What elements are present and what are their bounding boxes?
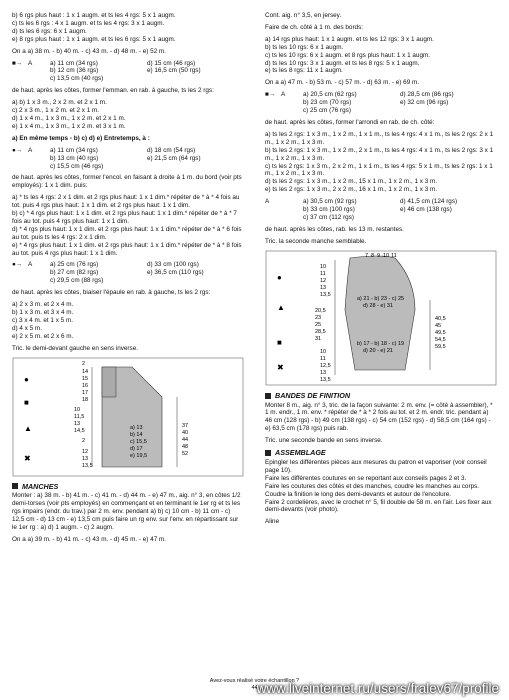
text-line: d) ts les 2 rgs: 1 x 3 m., 1 x 2 m., 15 x 1 m., 1 x 2 m., 1 x 3 m. bbox=[265, 178, 438, 186]
dim-label: 13,5 bbox=[82, 462, 93, 469]
size-cell: a) 11 cm (34 rgs) bbox=[50, 146, 98, 154]
dim-label: 13,5 bbox=[320, 376, 331, 383]
dim-label: 10 bbox=[74, 406, 81, 413]
legend-marker: ▲ bbox=[24, 423, 32, 433]
text-line: c) 3 x 4 m. et 1 x 5 m. bbox=[12, 316, 73, 324]
arrondi-list bbox=[265, 131, 497, 194]
assemblage-list bbox=[265, 459, 497, 514]
on-a-line: On a a) 47 m. - b) 53 m. - c) 57 m. - d) 63 m. - e) 69 m. bbox=[265, 79, 420, 87]
legend-marker: ● bbox=[24, 374, 29, 384]
size-cell: b) 33 cm (100 rgs) bbox=[303, 206, 355, 214]
legend-marker: ● bbox=[277, 272, 282, 282]
size-cell: e) 21,5 cm (64 rgs) bbox=[147, 154, 201, 162]
square-bullet-icon bbox=[265, 393, 271, 399]
text-line: b) 6 rgs plus haut : 1 x 1 augm. et ts les 4 rgs: 5 x 1 augm. bbox=[12, 12, 176, 19]
dim-label: 45 bbox=[435, 322, 442, 329]
size-marker: ●→ bbox=[12, 146, 23, 154]
dim-label: 49,5 bbox=[435, 329, 446, 336]
text-line: a) * ts les 4 rgs: 2 x 1 dim. et 2 rgs plus haut: 1 x 1 dim.* répéter de * à * 4 fois au tot. puis 4 rgs plus haut: 1 x 1 dim. et 2 rgs plus haut: 1 x 1 dim. bbox=[12, 194, 240, 210]
paragraph: Monter 8 m., aig. n° 3, tric. de la façon suivante: 2 m. env. (= côté à assembler), * 1 m. endr., 1 m. env. * répéter de * à * 2 fois au tot. et 2 m. endr. tric. pendant a) 46 cm (128 rgs) - b) 49 cm (138 rgs) - c) 54 cm (152 rgs) - d) 58,5 cm (164 rgs) - e) 63,5 cm (178 rgs) puis rab. bbox=[265, 401, 493, 433]
signature: Aline bbox=[265, 518, 280, 526]
dim-label: 12 bbox=[320, 277, 327, 284]
dim-label: 10 bbox=[383, 252, 390, 259]
text-line: c) ts les 2 rgs: 1 x 3 m., 2 x 2 m., 1 x 1 m., ts les 4 rgs: 5 x 1 m., ts les 2 rgs: 1 x 1 m., 1 x 2 m., 1 x 3 m. bbox=[265, 162, 493, 178]
dim-label: 15 bbox=[82, 375, 89, 382]
size-cell: b) 27 cm (82 rgs) bbox=[50, 269, 99, 277]
size-cell: e) 46 cm (138 rgs) bbox=[400, 206, 452, 214]
text-line: b) 1 x 3 m. et 3 x 4 m. bbox=[12, 309, 74, 316]
dim-label: 7 bbox=[365, 252, 369, 259]
section-title: MANCHES bbox=[22, 481, 59, 491]
text-line: d) ts les 6 rgs: 6 x 1 augm. bbox=[12, 27, 87, 35]
dim-label: d) 28 - e) 31 bbox=[363, 302, 393, 309]
dim-label: 2 bbox=[82, 360, 86, 367]
size-marker: ●→ bbox=[12, 261, 23, 269]
text-line: a) 2 x 3 m. et 2 x 4 m. bbox=[12, 301, 74, 309]
footer-line: Avez-vous réalisé votre échantillon ? bbox=[209, 678, 300, 684]
diagram-caption: Tric. le demi-devant gauche en sens inverse. bbox=[12, 344, 138, 352]
size-cell: e) 32 cm (96 rgs) bbox=[400, 99, 449, 107]
paragraph: de haut. après les côtes, former l'emman. en rab. à gauche, ts les 2 rgs: bbox=[12, 87, 214, 95]
dim-label: b) 14 bbox=[130, 431, 143, 438]
section-header-manches bbox=[12, 483, 244, 491]
dim-label: 2 bbox=[82, 437, 86, 444]
dim-label: 11 bbox=[391, 252, 397, 259]
dim-label: 8 bbox=[371, 252, 375, 259]
paragraph: de haut. après les côtes, former l'encol. en faisant à droite à 1 m. du bord (voir pts employés): 1 x 1 dim. puis: bbox=[12, 174, 242, 190]
paragraph: Faire les différentes coutures en se reportant aux conseils pages 2 et 3. bbox=[265, 474, 467, 482]
size-cell: a) 20,5 cm (62 rgs) bbox=[303, 91, 357, 99]
dim-label: c) 15,5 bbox=[130, 438, 147, 445]
dim-label: 13,5 bbox=[320, 291, 331, 298]
size-cell: A bbox=[281, 91, 286, 99]
dim-label: 14,5 bbox=[74, 427, 85, 434]
legend-marker: ■ bbox=[277, 337, 282, 347]
dim-label: 10 bbox=[320, 348, 327, 355]
dim-label: 25 bbox=[315, 321, 322, 328]
dim-label: 59,5 bbox=[435, 343, 446, 350]
size-cell: c) 13,5 cm (40 rgs) bbox=[50, 75, 104, 83]
sizes-table bbox=[12, 147, 244, 171]
right-column bbox=[265, 12, 497, 530]
size-cell: b) 23 cm (70 rgs) bbox=[303, 99, 352, 107]
sizes-table bbox=[12, 261, 244, 285]
dim-label: 23 bbox=[315, 314, 322, 321]
dim-label: 13 bbox=[82, 455, 89, 462]
dim-label: 14 bbox=[82, 368, 89, 375]
size-cell: A bbox=[28, 146, 33, 154]
front-piece-diagram bbox=[12, 357, 244, 477]
text-line: a) ts les 2 rgs: 1 x 3 m., 1 x 2 m., 1 x 1 m., ts les 4 rgs: 4 x 1 m., ts les 2 rgs: 2 x 1 m., 1 x 2 m., 1 x 3 m. bbox=[265, 130, 494, 146]
page-number: 44 bbox=[251, 685, 258, 691]
legend-marker: ✖ bbox=[24, 453, 31, 463]
dim-label: b) 17 - b) 18 - c) 19 bbox=[357, 340, 405, 347]
text-line: b) ts les 10 rgs: 6 x 1 augm. bbox=[265, 43, 344, 51]
section-title: ASSEMBLAGE bbox=[275, 448, 326, 458]
legend-marker: ■ bbox=[24, 397, 29, 407]
dim-label: 13 bbox=[320, 369, 327, 376]
paragraph: Faire les coutures des côtés et des manches, coudre les manches au corps. bbox=[265, 482, 480, 490]
text-line: c) 2 x 3 m., 1 x 2 m. et 2 x 1 m. bbox=[12, 107, 100, 115]
paragraph: Tric. une seconde bande en sens inverse. bbox=[265, 437, 383, 445]
text-line: d) ts les 10 rgs: 3 x 1 augm. et ts les 8 rgs: 5 x 1 augm. bbox=[265, 59, 420, 67]
section-header-bandes bbox=[265, 392, 497, 400]
size-cell: a) 25 cm (76 rgs) bbox=[50, 261, 99, 269]
dim-label: 31 bbox=[315, 335, 322, 342]
size-cell: c) 37 cm (112 rgs) bbox=[303, 213, 354, 221]
sizes-table bbox=[265, 198, 497, 222]
dim-label: 20,5 bbox=[315, 307, 326, 314]
sizes-table bbox=[265, 91, 497, 115]
paragraph: Monter : a) 38 m. - b) 41 m. - c) 41 m. - d) 44 m. - e) 47 m., aig. n° 3, en côtes 1/2 demi-torses (voir pts employés) en commençant et en terminant le 1er rg et ts les rgs impairs (endr. du trav.) par 2 m. env. pendant a) b) c) 10 cm - b) 11 cm - c) 12,5 cm - d) 13 cm - e) 13,5 cm puis faire un rg env. sur l'env. en répartissant sur le 1er rg : a) d) 1 augm. - c) 2 augm. bbox=[12, 492, 241, 532]
diagram-caption: Tric. la seconde manche semblable. bbox=[265, 237, 367, 245]
dim-label: 40 bbox=[182, 429, 189, 436]
square-bullet-icon bbox=[12, 483, 18, 489]
paragraph: Faire de ch. côté à 1 m. des bords: bbox=[265, 23, 364, 31]
text-line: a) 14 rgs plus haut: 1 x 1 augm. et ts les 12 rgs: 3 x 1 augm. bbox=[265, 35, 434, 43]
dim-label: 37 bbox=[182, 422, 189, 429]
size-cell: a) 11 cm (34 rgs) bbox=[50, 59, 98, 67]
section-title: BANDES DE FINITION bbox=[275, 390, 351, 400]
size-cell: A bbox=[28, 261, 33, 269]
text-line: e) ts les 8 rgs: 11 x 1 augm. bbox=[265, 67, 343, 75]
text-line: c) ts les 6 rgs : 4 x 1 augm. et ts les 4 rgs: 3 x 1 augm. bbox=[12, 19, 165, 27]
dim-label: 12 bbox=[82, 448, 89, 455]
size-cell: d) 18 cm (54 rgs) bbox=[147, 146, 196, 154]
dim-label: 18 bbox=[82, 396, 89, 403]
size-cell: b) 12 cm (36 rgs) bbox=[50, 67, 99, 75]
text-line: d) 1 x 4 m., 1 x 3 m., 1 x 2 m. et 2 x 1 m. bbox=[12, 114, 126, 122]
paragraph: de haut. après les côtes, rab. les 13 m. restantes. bbox=[265, 225, 404, 233]
sleeve-schematic bbox=[265, 250, 497, 386]
size-cell: e) 36,5 cm (110 rgs) bbox=[147, 269, 204, 277]
epaule-list bbox=[12, 301, 244, 341]
encol-list bbox=[12, 194, 244, 257]
on-a-line: On a a) 38 m. - b) 40 m. - c) 43 m. - d) 48 m. - e) 52 m. bbox=[12, 47, 167, 55]
dim-label: a) 21 - b) 23 - c) 25 bbox=[357, 295, 405, 302]
size-cell: c) 15,5 cm (46 rgs) bbox=[50, 162, 104, 170]
on-a-line: On a a) 39 m. - b) 41 m. - c) 43 m. - d) 45 m. - e) 47 m. bbox=[12, 535, 167, 543]
dim-label: 54,5 bbox=[435, 336, 446, 343]
section-header-assemblage bbox=[265, 449, 497, 457]
dim-label: 28,5 bbox=[315, 328, 326, 335]
text-line: e) 1 x 4 m., 1 x 3 m., 1 x 2 m. et 3 x 1 m. bbox=[12, 122, 126, 130]
dim-label: 13 bbox=[74, 420, 81, 427]
emman-list bbox=[12, 99, 244, 131]
size-cell: d) 15 cm (46 rgs) bbox=[147, 59, 196, 67]
dim-label: 11 bbox=[320, 355, 326, 362]
left-top-list bbox=[12, 12, 244, 44]
size-cell: e) 16,5 cm (50 rgs) bbox=[147, 67, 201, 75]
dim-label: 12,5 bbox=[320, 362, 331, 369]
dim-label: 48 bbox=[182, 443, 189, 450]
size-cell: A bbox=[28, 59, 33, 67]
size-marker: ■→ bbox=[265, 91, 276, 99]
legend-marker: ▲ bbox=[277, 302, 285, 312]
text-line: e) 2 x 5 m. et 2 x 6 m. bbox=[12, 332, 74, 340]
size-cell: d) 41,5 cm (124 rgs) bbox=[400, 198, 458, 206]
entretemps-line: a) En même temps - b) c) d) e) Entretemps, à : bbox=[12, 134, 150, 142]
text-line: d) 4 x 5 m. bbox=[12, 324, 42, 332]
size-cell: c) 25 cm (76 rgs) bbox=[303, 107, 351, 115]
left-column bbox=[12, 12, 244, 548]
dim-label: 40,5 bbox=[435, 315, 446, 322]
sleeve-diagram bbox=[265, 250, 497, 386]
text-line: e) 8 rgs plus haut : 1 x 1 augm. et ts les 6 rgs: 5 x 1 augm. bbox=[12, 35, 176, 43]
legend-marker: ✖ bbox=[277, 362, 284, 372]
text-line: c) ts les 10 rgs: 6 x 1 augm. et 8 rgs plus haut: 1 x 1 augm. bbox=[265, 51, 431, 59]
size-cell: d) 28,5 cm (86 rgs) bbox=[400, 91, 454, 99]
paragraph: Epingler les différentes pièces aux mesures du patron et vaporiser (voir conseil page 10). bbox=[265, 459, 487, 474]
dim-label: 11,5 bbox=[74, 413, 85, 420]
square-bullet-icon bbox=[265, 450, 271, 456]
paragraph: de haut. après les côtes, biaiser l'épaule en rab. à gauche, ts les 2 rgs: bbox=[12, 289, 211, 297]
dim-label: e) 19,5 bbox=[130, 452, 148, 459]
paragraph: Coudre la finition le long des demi-devants et autour de l'encolure. bbox=[265, 490, 451, 498]
dim-label: d) 17 bbox=[130, 445, 143, 452]
size-cell: c) 29,5 cm (88 rgs) bbox=[50, 277, 104, 285]
size-cell: A bbox=[265, 198, 270, 206]
dim-label: 10 bbox=[320, 263, 327, 270]
text-line: e) ts les 2 rgs: 1 x 3 m., 2 x 2 m., 16 x 1 m., 1 x 2 m., 1 x 3 m. bbox=[265, 186, 438, 194]
text-line: b) c) * 4 rgs plus haut: 1 x 1 dim. et 2 rgs plus haut: 1 x 1 dim.* répéter de * à * 7 fois au tot. puis 4 rgs plus haut: 1 x 1 dim. bbox=[12, 210, 237, 225]
text-line: e) * 4 rgs plus haut: 1 x 1 dim. et 2 rgs plus haut: 1 x 1 dim.* répéter de * à * 8 fois au tot. puis 4 rgs plus haut: 1 x 1 dim. bbox=[12, 241, 242, 257]
text-line: d) * 4 rgs plus haut: 1 x 1 dim. et 2 rgs plus haut: 1 x 1 dim.* répéter de * à * 6 fois au tot. puis ts les 4 rgs: 2 x 1 dim. bbox=[12, 225, 242, 241]
dim-label: 11 bbox=[320, 270, 326, 277]
size-marker: ■→ bbox=[12, 59, 23, 67]
size-cell: a) 30,5 cm (92 rgs) bbox=[303, 198, 357, 206]
front-piece-schematic bbox=[12, 357, 244, 477]
watermark: www.liveinternet.ru/users/fralev67/profile bbox=[256, 681, 499, 696]
dim-label: 16 bbox=[82, 382, 89, 389]
size-cell: b) 13 cm (40 rgs) bbox=[50, 154, 99, 162]
dim-label: d) 20 - e) 21 bbox=[363, 347, 393, 354]
dim-label: a) 13 bbox=[130, 424, 143, 431]
dim-label: 17 bbox=[82, 389, 89, 396]
paragraph: Faire 2 cordelières, avec le crochet n° 5, fil double de 58 m. en l'air. Les fixer aux demi-devants (voir photo). bbox=[265, 498, 492, 514]
size-cell: d) 33 cm (100 rgs) bbox=[147, 261, 199, 269]
dim-label: 9 bbox=[377, 252, 381, 259]
faire-list bbox=[265, 36, 497, 76]
text-line: b) ts les 2 rgs: 1 x 3 m., 1 x 2 m., 2 x 1 m., ts les 4 rgs: 4 x 1 m., ts les 2 rgs: 3 x 1 m., 1 x 2 m., 1 x 3 m. bbox=[265, 146, 494, 162]
dim-label: 44 bbox=[182, 436, 189, 443]
text-line: a) b) 1 x 3 m., 2 x 2 m. et 2 x 1 m. bbox=[12, 99, 107, 107]
dim-label: 13 bbox=[320, 284, 327, 291]
paragraph: de haut. après les côtes, former l'arrondi en rab. de ch. côté: bbox=[265, 118, 435, 126]
dim-label: 52 bbox=[182, 450, 189, 457]
paragraph: Cont. aig. n° 3,5, en jersey. bbox=[265, 12, 342, 19]
sizes-table bbox=[12, 60, 244, 84]
